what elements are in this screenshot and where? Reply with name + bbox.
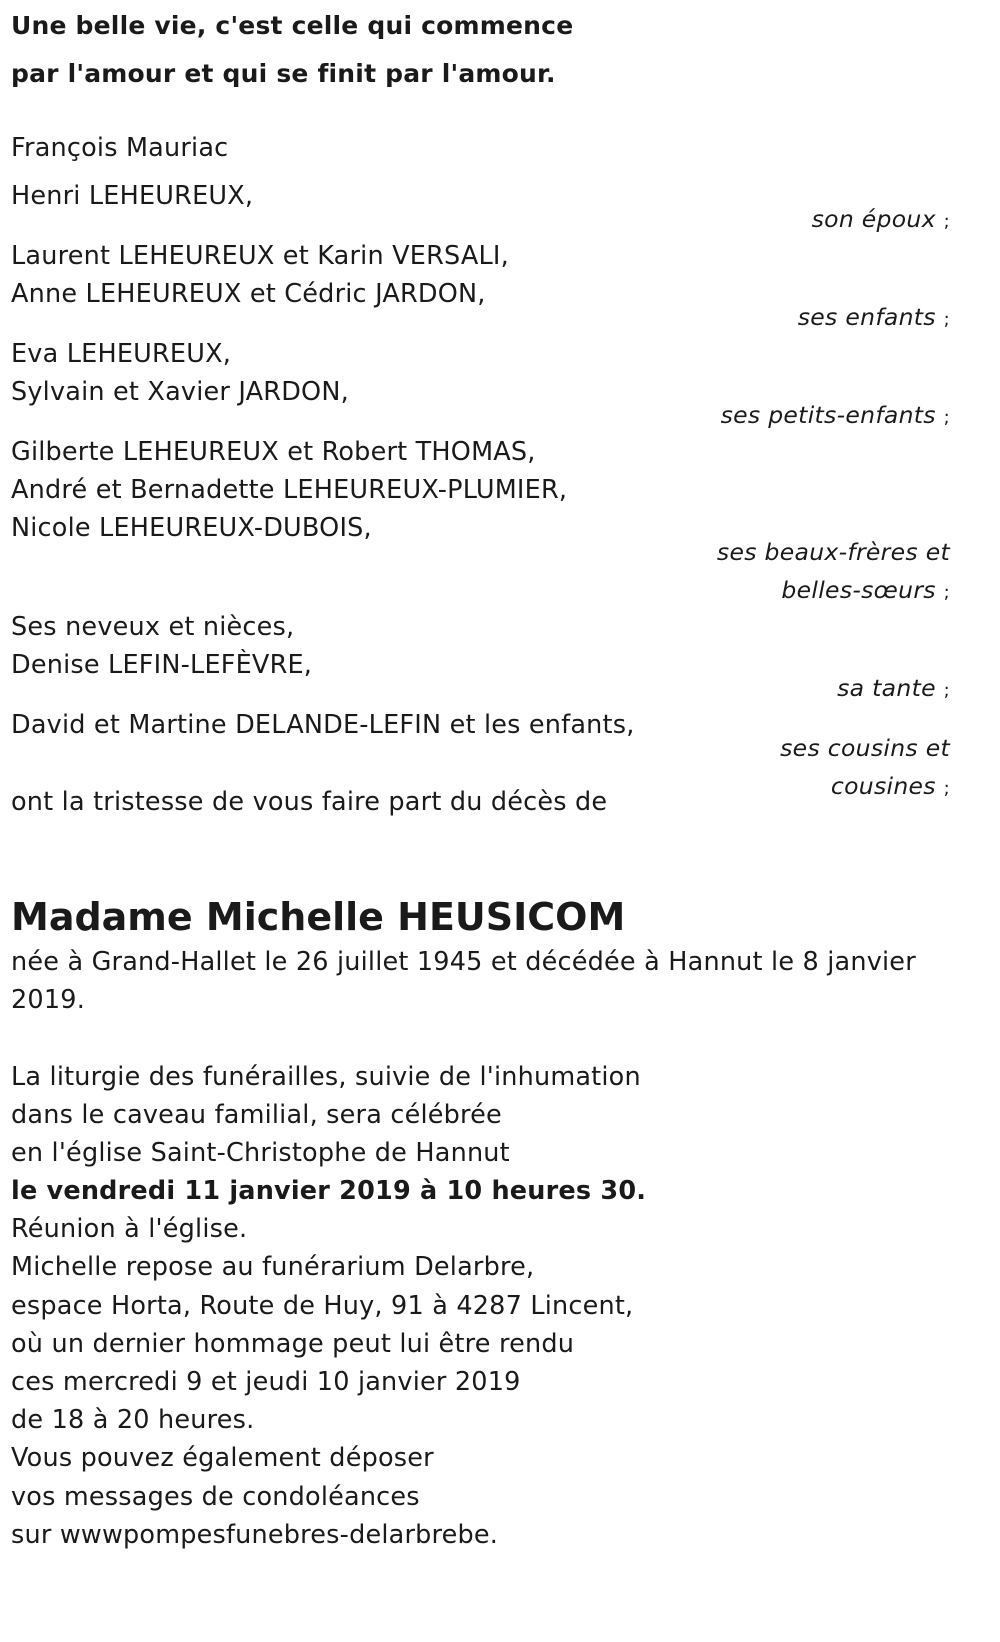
cousins-relation-line-2 (831, 771, 950, 804)
birth-death-line-1: née à Grand-Hallet le 26 juillet 1945 et décédée à Hannut le 8 janvier (11, 947, 916, 977)
semicolon: ; (943, 680, 950, 701)
funeral-date: le vendredi 11 janvier 2019 à 10 heures 30. (11, 1176, 647, 1206)
funeral-line-1: La liturgie des funérailles, suivie de l'inhumation (11, 1062, 641, 1092)
grandchildren-relation-text: ses petits-enfants (720, 401, 936, 429)
funeral-after-line-9: sur wwwpompesfunebres-delarbrebe. (11, 1520, 499, 1550)
children-relation-text: ses enfants (797, 303, 936, 331)
funeral-after-line-2: Michelle repose au funérarium Delarbre, (11, 1252, 535, 1282)
in-laws-relation-line-2 (781, 575, 950, 608)
aunt-name: Denise LEFIN-LEFÈVRE, (11, 650, 313, 680)
cousins-relation-line-1: ses cousins et (780, 734, 950, 762)
children-relation (798, 302, 950, 335)
spouse-relation (812, 204, 950, 237)
nephews-nieces: Ses neveux et nièces, (11, 612, 295, 642)
spouse-name: Henri LEHEUREUX, (11, 181, 254, 211)
deceased-name: Madame Michelle HEUSICOM (11, 895, 626, 939)
funeral-after-line-7: Vous pouvez également déposer (11, 1443, 434, 1473)
funeral-line-3: en l'église Saint-Christophe de Hannut (11, 1138, 510, 1168)
announcement-line: ont la tristesse de vous faire part du décès de (11, 787, 608, 817)
semicolon: ; (943, 778, 950, 799)
in-law-name-2: André et Bernadette LEHEUREUX-PLUMIER, (11, 475, 568, 505)
funeral-line-2: dans le caveau familial, sera célébrée (11, 1100, 502, 1130)
semicolon: ; (943, 407, 950, 428)
spouse-relation-text: son époux (811, 205, 936, 233)
in-law-name-1: Gilberte LEHEUREUX et Robert THOMAS, (11, 437, 536, 467)
grandchild-name-1: Eva LEHEUREUX, (11, 339, 232, 369)
aunt-relation-text: sa tante (837, 674, 936, 702)
in-laws-relation-line-1: ses beaux-frères et (716, 538, 950, 566)
semicolon: ; (943, 309, 950, 330)
quote-author: François Mauriac (11, 133, 229, 163)
grandchildren-relation (721, 400, 950, 433)
cousins-relation-text: cousines (830, 772, 936, 800)
funeral-after-line-6: de 18 à 20 heures. (11, 1405, 255, 1435)
in-laws-relation-text: belles-sœurs (781, 576, 936, 604)
child-name-1: Laurent LEHEUREUX et Karin VERSALI, (11, 241, 509, 271)
funeral-after-line-5: ces mercredi 9 et jeudi 10 janvier 2019 (11, 1367, 521, 1397)
birth-death-line-2: 2019. (11, 985, 86, 1015)
funeral-after-line-3: espace Horta, Route de Huy, 91 à 4287 Lincent, (11, 1291, 634, 1321)
in-law-name-3: Nicole LEHEUREUX-DUBOIS, (11, 513, 372, 543)
semicolon: ; (943, 582, 950, 603)
cousins-name: David et Martine DELANDE-LEFIN et les enfants, (11, 710, 635, 740)
aunt-relation (837, 673, 950, 706)
funeral-after-line-8: vos messages de condoléances (11, 1482, 420, 1512)
funeral-after-line-4: où un dernier hommage peut lui être rendu (11, 1329, 575, 1359)
quote-line-1: Une belle vie, c'est celle qui commence (11, 11, 574, 40)
grandchild-name-2: Sylvain et Xavier JARDON, (11, 377, 349, 407)
quote-line-2: par l'amour et qui se finit par l'amour. (11, 59, 556, 88)
funeral-after-line-1: Réunion à l'église. (11, 1214, 248, 1244)
semicolon: ; (943, 211, 950, 232)
child-name-2: Anne LEHEUREUX et Cédric JARDON, (11, 279, 486, 309)
